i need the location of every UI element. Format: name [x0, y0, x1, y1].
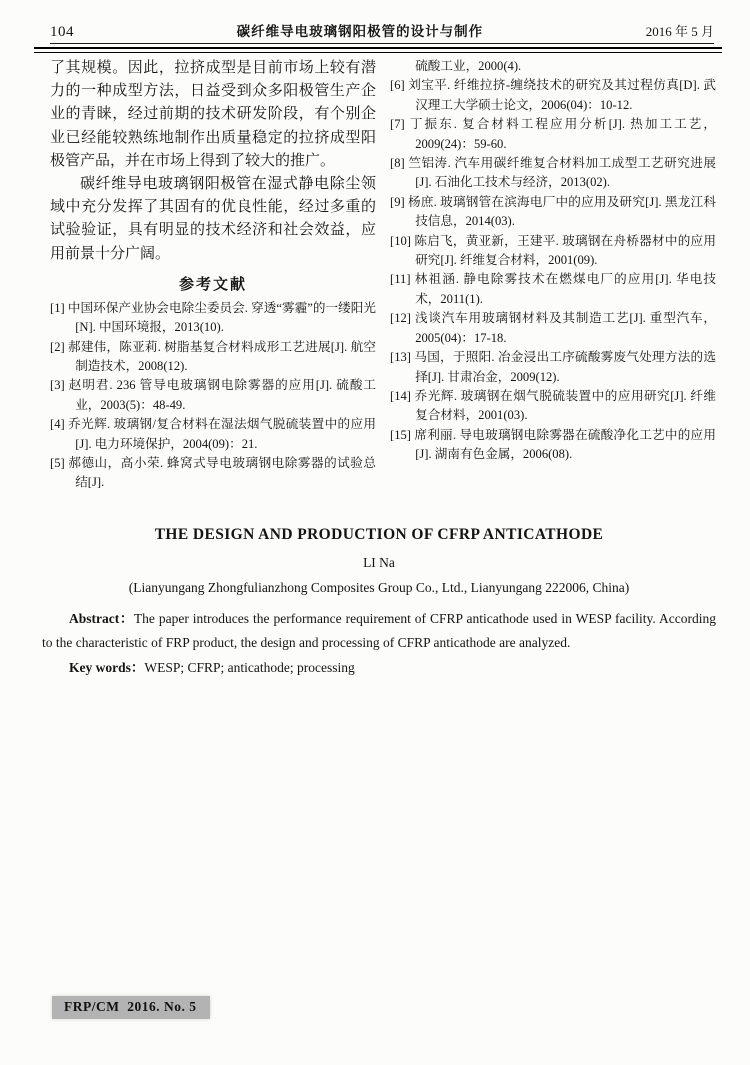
page-number: 104: [50, 24, 74, 40]
abstract-label: Abstract：: [69, 611, 134, 626]
left-column: [50, 57, 376, 493]
reference-item-14: [14] 乔光辉. 玻璃钢在烟气脱硫装置中的应用研究[J]. 纤维复合材料，2001(03).: [390, 388, 716, 423]
right-column: [390, 57, 716, 493]
reference-item-4: [4] 乔光辉. 玻璃钢/复合材料在湿法烟气脱硫装置中的应用[J]. 电力环境保护，2004(09)：21.: [50, 417, 376, 451]
page-header: [50, 20, 714, 41]
reference-item-11: [11] 林祖涵. 静电除雾技术在燃煤电厂的应用[J]. 华电技术，2011(1).: [390, 272, 716, 306]
references-heading: 参考文献: [178, 276, 247, 293]
reference-item-5: [5] 郝德山，高小荣. 蜂窝式导电玻璃钢电除雾器的试验总结[J].: [50, 456, 376, 490]
body-paragraph: 了其规模。因此，拉挤成型是目前市场上较有潜力的一种成型方法，日益受到众多阳极管生产企业的青睐，经过前期的技术研发阶段，有个别企业已经能较熟练地制作出质量稳定的拉挤成型阳极管产品，并在市场上得到了较大的推广。: [50, 60, 376, 169]
reference-item-15: [15] 席利丽. 导电玻璃钢电除雾器在硫酸净化工艺中的应用[J]. 湖南有色金属，2006(08).: [390, 427, 716, 462]
reference-item-6: [6] 刘宝平. 纤维拉挤-缠绕技术的研究及其过程仿真[D]. 武汉理工大学硕士论文，2006(04)：10-12.: [390, 78, 716, 112]
reference-item-9: [9] 杨庶. 玻璃钢管在滨海电厂中的应用及研究[J]. 黑龙江科技信息，2014(03).: [390, 194, 716, 229]
reference-item-13: [13] 马国，于照阳. 冶金浸出工序硫酸雾废气处理方法的选择[J]. 甘肃冶金，2009(12).: [390, 350, 716, 384]
english-title: THE DESIGN AND PRODUCTION OF CFRP ANTICATHODE: [154, 526, 604, 543]
english-keywords: [42, 656, 716, 680]
english-affiliation: (Lianyungang Zhongfulianzhong Composites Group Co., Ltd., Lianyungang 222006, China): [128, 580, 630, 595]
running-title: 碳纤维导电玻璃钢阳极管的设计与制作: [236, 24, 484, 39]
issue-date: 2016 年 5 月: [645, 24, 714, 39]
keywords-label: Key words：: [69, 660, 145, 675]
body-paragraph: 碳纤维导电玻璃钢阳极管在湿式静电除尘领域中充分发挥了其固有的优良性能，经过多重的试验验证，具有明显的技术经济和社会效益，应用前景十分广阔。: [50, 176, 376, 262]
reference-item-2: [2] 郝建伟，陈亚莉. 树脂基复合材料成形工艺进展[J]. 航空制造技术，2008(12).: [50, 339, 376, 374]
reference-item-5-continuation: 硫酸工业，2000(4).: [415, 59, 522, 73]
english-abstract-block: [42, 526, 716, 680]
keywords-text: WESP; CFRP; anticathode; processing: [144, 660, 355, 675]
reference-item-10: [10] 陈启飞，黄亚新，王建平. 玻璃钢在舟桥器材中的应用研究[J]. 纤维复合材料，2001(09).: [390, 233, 716, 268]
header-rule-thick: [34, 47, 722, 53]
reference-item-1: [1] 中国环保产业协会电除尘委员会. 穿透“雾霾”的一缕阳光[N]. 中国环境报，2013(10).: [50, 300, 376, 335]
journal-footer-stamp: FRP/CM 2016. No. 5: [52, 996, 210, 1019]
header-rule-thin: [50, 43, 714, 44]
reference-item-12: [12] 浅谈汽车用玻璃钢材料及其制造工艺[J]. 重型汽车，2005(04)：17-18.: [390, 311, 716, 345]
reference-item-7: [7] 丁振东. 复合材料工程应用分析[J]. 热加工工艺，2009(24)：59-60.: [390, 117, 716, 151]
reference-item-8: [8] 竺铝涛. 汽车用碳纤维复合材料加工成型工艺研究进展[J]. 石油化工技术与经济，2013(02).: [390, 156, 716, 190]
reference-item-3: [3] 赵明君. 236 管导电玻璃钢电除雾器的应用[J]. 硫酸工业，2003(5)：48-49.: [50, 378, 376, 412]
body-columns: [50, 57, 716, 493]
english-abstract: [42, 607, 716, 655]
english-author: LI Na: [363, 555, 395, 570]
abstract-text: The paper introduces the performance requirement of CFRP anticathode used in WESP facility. According to the characteristic of FRP product, the design and processing of CFRP anticathode are analyzed.: [42, 611, 716, 650]
